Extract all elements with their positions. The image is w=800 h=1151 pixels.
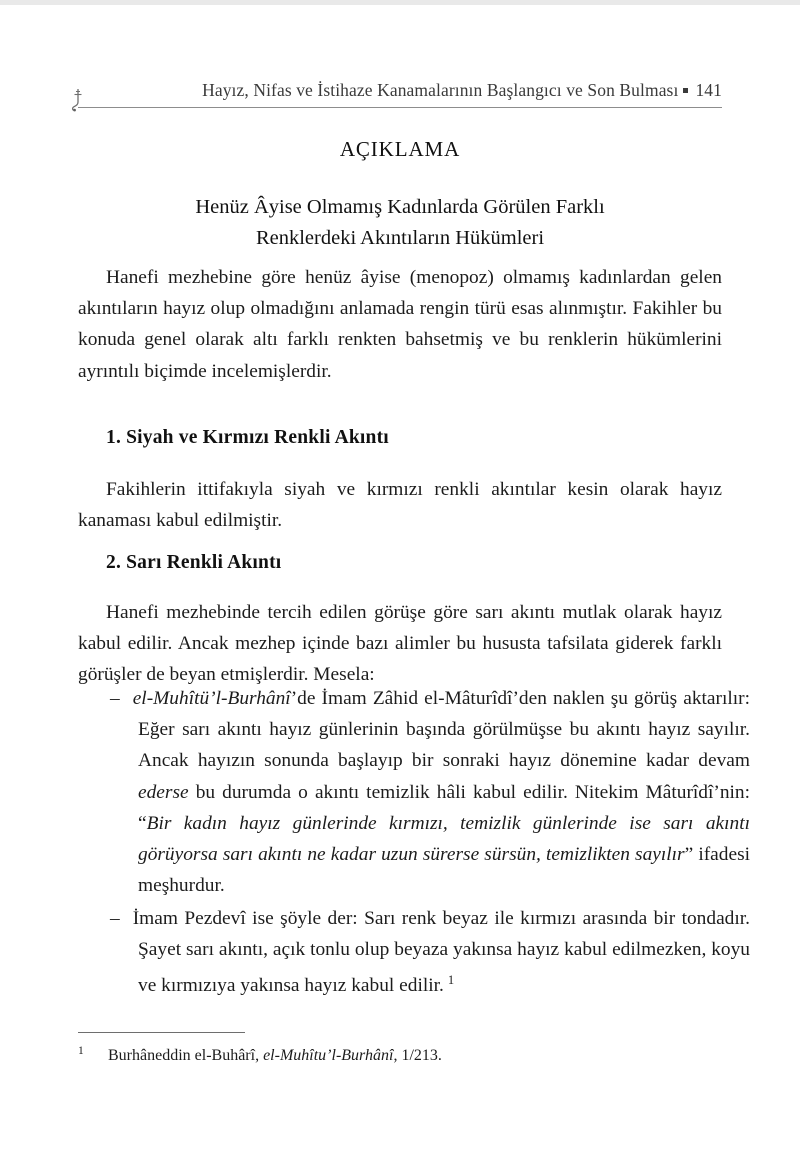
section-heading-2: 2. Sarı Renkli Akıntı (106, 552, 282, 573)
footnote-text: Burhâneddin el-Buhârî, el-Muhîtu’l-Burhânî, 1/213. (108, 1047, 442, 1064)
footnote-reference[interactable]: 1 (447, 973, 455, 988)
section-paragraph-2: Hanefi mezhebinde tercih edilen görüşe göre sarı akıntı mutlak olarak hayız kabul edilir. Ancak mezhep içinde bazı alimler bu hususta tafsilata giderek farklı görüşler de beyan etmişlerdir. Mesela: (78, 602, 722, 686)
list-item-text: el-Muhîtü’l-Burhânî’de İmam Zâhid el-Mâturîdî’den naklen şu görüş aktarılır: Eğer sarı akıntı hayız günlerinin başında görülmüşse bu akıntı hayız sayılır. Ancak hayızın sonunda başlayıp bir sonraki hayız dönemine kadar devam ederse bu durumda o akıntı temizlik hâli kabul edilir. Nitekim Mâturîdî’nin: “Bir kadın hayız günlerinde kırmızı, temizlik günlerinde ise sarı akıntı görüyorsa sarı akıntı ne kadar uzun sürerse sürsün, temizlikten sayılır” ifadesi meşhurdur. (132, 688, 750, 897)
footnote-number: 1 (78, 1045, 84, 1057)
section-title: AÇIKLAMA (339, 137, 461, 161)
list-item-text: İmam Pezdevî ise şöyle der: Sarı renk beyaz ile kırmızı arasında bir tondadır. Şayet sarı akıntı, açık tonlu olup beyaza yakınsa hayız kabul edilmezken, koyu ve kırmızıya yakınsa hayız kabul edilir. (132, 908, 750, 997)
section-paragraph-1: Fakihlerin ittifakıyla siyah ve kırmızı renkli akıntılar kesin olarak hayız kanaması kabul edilmiştir. (78, 479, 722, 532)
running-header (78, 80, 722, 110)
list-dash: – (110, 688, 120, 709)
page-subtitle (78, 192, 722, 254)
intro-paragraph: Hanefi mezhebine göre henüz âyise (menopoz) olmamış kadınlardan gelen akıntıların hayız olup olmadığını anlamada rengin türü esas alınmıştır. Fakihler bu konuda genel olarak altı farklı renkten bahsetmiş ve bu renklerin hükümlerini ayrıntılı biçimde incelemişlerdir. (78, 267, 722, 382)
list-dash: – (110, 908, 120, 929)
list-item (110, 903, 750, 1002)
square-bullet-icon (683, 88, 688, 93)
list-item (110, 683, 750, 901)
header-rule (78, 107, 722, 108)
footnote-separator (78, 1032, 245, 1033)
section-heading-1: 1. Siyah ve Kırmızı Renkli Akıntı (106, 427, 389, 448)
calligraphic-flourish-icon (65, 86, 87, 112)
page-number: 141 (695, 80, 722, 100)
scan-edge-artifact (0, 0, 800, 5)
subtitle-line-2: Renklerdeki Akıntıların Hükümleri (255, 227, 545, 249)
running-header-title: Hayız, Nifas ve İstihaze Kanamalarının Başlangıcı ve Son Bulması (202, 80, 679, 100)
running-header-text (202, 80, 722, 101)
footnote (78, 1040, 722, 1067)
subtitle-line-1: Henüz Âyise Olmamış Kadınlarda Görülen Farklı (195, 196, 605, 218)
